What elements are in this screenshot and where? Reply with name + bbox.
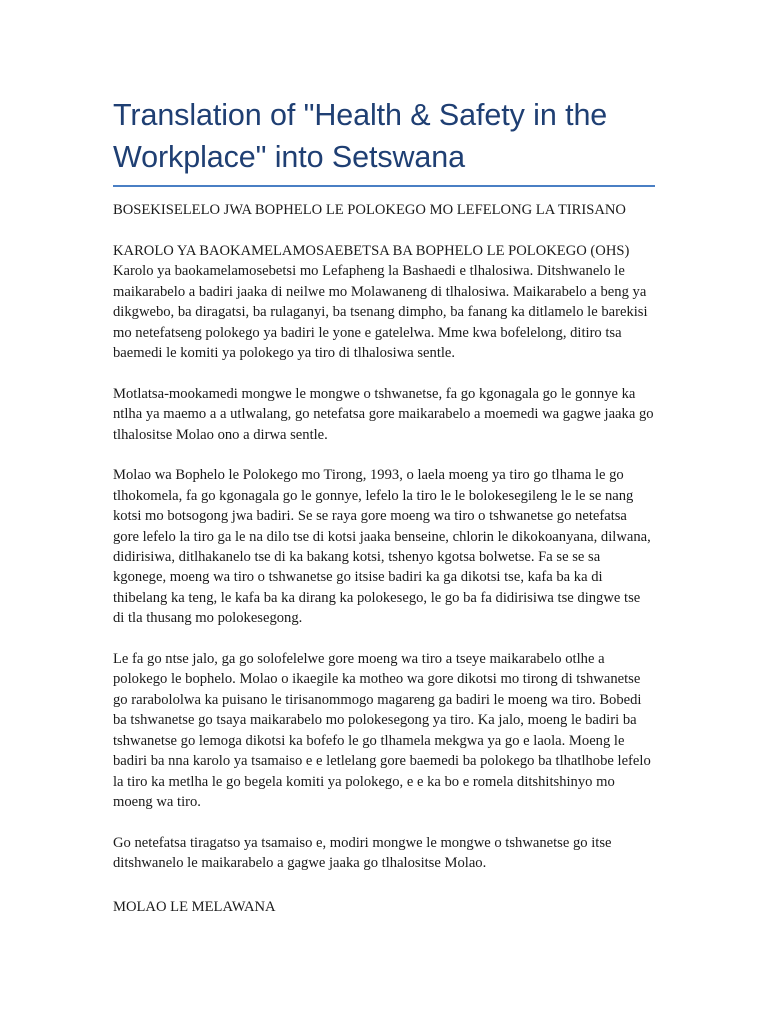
paragraph-3: Molao wa Bophelo le Polokego mo Tirong, 1993, o laela moeng ya tiro go tlhama le go tlhokomela, fa go kgonagala go le gonnye, lefelo la tiro le le bolokesegileng le le se nang kotsi mo botsogong jwa badiri. Se se raya gore moeng wa tiro o tshwanetse go netefatsa gore lefelo la tiro ga le na dilo tse di kotsi jaaka benseine, chlorin le dikokoanyana, dilwana, didirisiwa, ditlhakanelo tse di ka bakang kotsi, tshenyo kgotsa bolwetse. Fa se se sa kgonege, moeng wa tiro o tshwanetse go itsise badiri ka ga dikotsi tse, kafa ba ka di thibelang ka teng, le kafa ba ka dirang ka polokesego, le go ba fa didirisiwa tse dingwe tse di tla thusang mo polokesegong. xyxy=(113,467,651,627)
paragraph-5: Go netefatsa tiragatso ya tsamaiso e, modiri mongwe le mongwe o tshwanetse go itse ditshwanelo le maikarabelo a gagwe jaaka go tlhalositse Molao. xyxy=(113,834,612,872)
document-title: Translation of "Health & Safety in the Workplace" into Setswana xyxy=(113,98,608,174)
document-page xyxy=(113,0,655,915)
paragraph-1: Karolo ya baokamelamosebetsi mo Lefapheng la Bashaedi e tlhalosiwa. Ditshwanelo le maikarabelo a badiri jaaka di neilwe mo Molawaneng di tlhalosiwa. Maikarabelo a beng ya dikgwebo, ba diragatsi, ba rulaganyi, ba tsenang dimpho, ba fanang ka ditlamelo le barekisi mo netefatseng polokego ya badiri le yone e gatelelwa. Mme kwa bofelelong, ditiro tsa baemedi le komiti ya polokego ya tiro di tlhalosiwa sentle. xyxy=(113,263,648,362)
closing-heading: MOLAO LE MELAWANA xyxy=(113,899,276,915)
paragraph-4: Le fa go ntse jalo, ga go solofelelwe gore moeng wa tiro a tseye maikarabelo otlhe a polokego le bophelo. Molao o ikaegile ka motheo wa gore dikotsi mo tirong di tshwanetse go rarabololwa ka puisano le tirisanommogo magareng ga badiri le moeng wa tiro. Bobedi ba tshwanetse go tsaya maikarabelo mo polokesegong ya tiro. Ka jalo, moeng le badiri ba tshwanetse go lemoga dikotsi ka bofefo le go tlhamela mekgwa ya go e laola. Moeng le badiri ba nna karolo ya tsamaiso e e letlelang gore baemedi ba polokego ba tlhatlhobe lefelo la tiro ka metlha le go begela komiti ya polokego, e e ka bo e romela ditshitshinyo mo moeng wa tiro. xyxy=(113,651,651,810)
title-underline xyxy=(113,185,655,187)
main-heading: BOSEKISELELO JWA BOPHELO LE POLOKEGO MO LEFELONG LA TIRISANO xyxy=(113,202,626,218)
paragraph-2: Motlatsa-mookamedi mongwe le mongwe o tshwanetse, fa go kgonagala go le gonnye ka ntlha ya maemo a a utlwalang, go netefatsa gore maikarabelo a moemedi wa gagwe jaaka go tlhalositse Molao ono a dirwa sentle. xyxy=(113,385,654,443)
ohs-section xyxy=(113,241,655,874)
section-heading: KAROLO YA BAOKAMELAMOSAEBETSA BA BOPHELO LE POLOKEGO (OHS) xyxy=(113,243,630,259)
section-heading-and-intro xyxy=(113,241,655,363)
